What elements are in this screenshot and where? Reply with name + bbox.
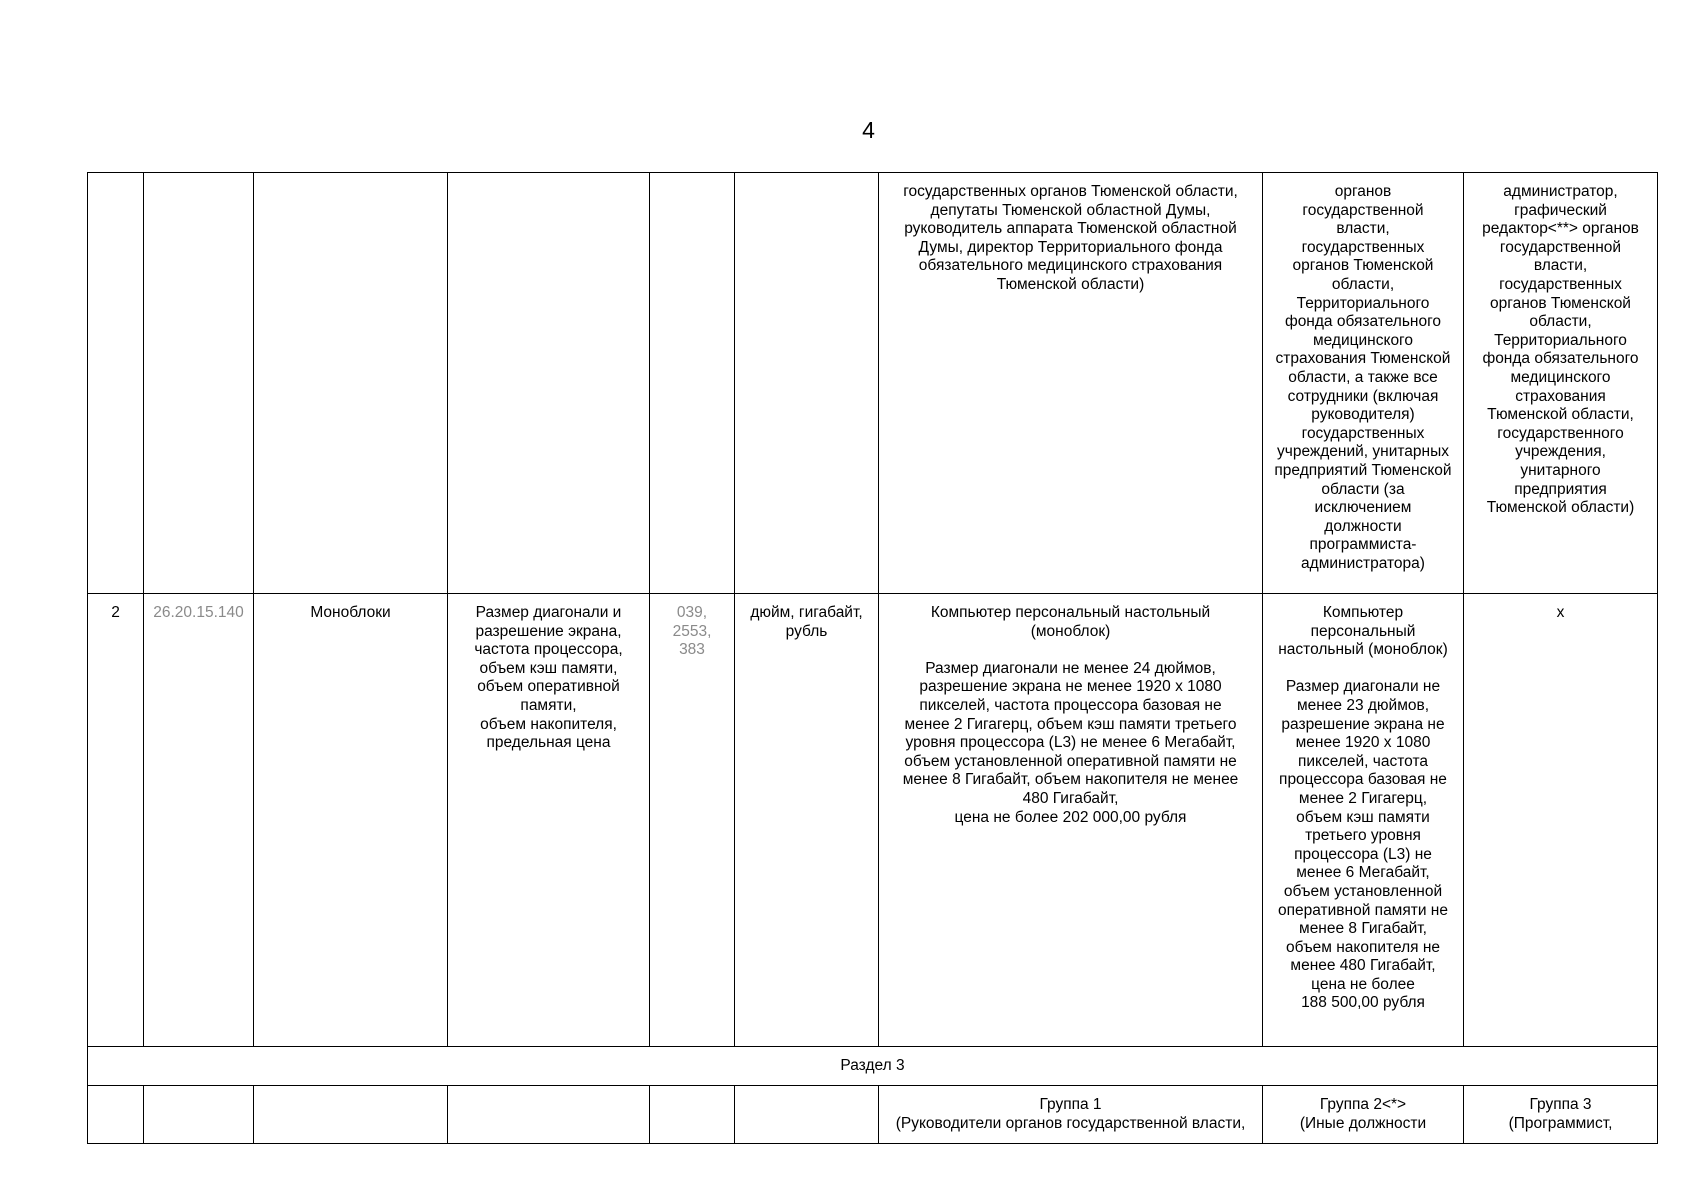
okpd-code: 26.20.15.140 — [144, 594, 254, 1047]
cell-okpd-code — [144, 173, 254, 594]
group1-requirements: Компьютер персональный настольный (моноблок) Размер диагонали не менее 24 дюймов, разрешение экрана не менее 1920 x 1080 пикселей, частота процессора базовая не менее 2 Гигагерц, объем кэш памяти третьего уровня процессора (L3) не менее 6 Мегабайт, объем установленной оперативной памяти не менее 8 Гигабайт, объем накопителя не менее 480 Гигабайт, цена не более 202 000,00 рубля — [879, 594, 1263, 1047]
group1-header: Группа 1 (Руководители органов государственной власти, — [879, 1086, 1263, 1144]
row-number: 2 — [88, 594, 144, 1047]
table-row-monoblocks — [88, 594, 1658, 1047]
okei-codes: 039, 2553, 383 — [650, 594, 735, 1047]
cell-group2-continued: органов государственной власти, государственных органов Тюменской области, Территориального фонда обязательного медицинского страхования Тюменской области, а также все сотрудники (включая руководителя) государственных учреждений, унитарных предприятий Тюменской области (за исключением должности программиста- администратора) — [1263, 173, 1464, 594]
cell-okei-code — [650, 1086, 735, 1144]
page-number: 4 — [862, 117, 875, 143]
cell-okei-code — [650, 173, 735, 594]
groups-header-row — [88, 1086, 1658, 1144]
section-row — [88, 1047, 1658, 1086]
group3-header: Группа 3 (Программист, — [1464, 1086, 1658, 1144]
cell-group1-continued: государственных органов Тюменской области, депутаты Тюменской областной Думы, руководитель аппарата Тюменской областной Думы, директор Территориального фонда обязательного медицинского страхования Тюменской области) — [879, 173, 1263, 594]
cell-okpd-code — [144, 1086, 254, 1144]
product-name: Моноблоки — [254, 594, 448, 1047]
section-title: Раздел 3 — [88, 1047, 1658, 1086]
group2-header: Группа 2<*> (Иные должности — [1263, 1086, 1464, 1144]
cell-number — [88, 1086, 144, 1144]
group3-requirements: x — [1464, 594, 1658, 1047]
continued-row — [88, 173, 1658, 594]
requirements-table — [87, 172, 1658, 1144]
cell-characteristics — [448, 1086, 650, 1144]
units: дюйм, гигабайт, рубль — [735, 594, 879, 1047]
cell-group3-continued: администратор, графический редактор<**> органов государственной власти, государственных органов Тюменской области, Территориального фонда обязательного медицинского страхования Тюменской области, государственного учреждения, унитарного предприятия Тюменской области) — [1464, 173, 1658, 594]
cell-units — [735, 173, 879, 594]
cell-name — [254, 173, 448, 594]
cell-characteristics — [448, 173, 650, 594]
characteristics: Размер диагонали и разрешение экрана, частота процессора, объем кэш памяти, объем оперативной памяти, объем накопителя, предельная цена — [448, 594, 650, 1047]
cell-name — [254, 1086, 448, 1144]
cell-number — [88, 173, 144, 594]
group2-requirements: Компьютер персональный настольный (моноблок) Размер диагонали не менее 23 дюймов, разрешение экрана не менее 1920 x 1080 пикселей, частота процессора базовая не менее 2 Гигагерц, объем кэш памяти третьего уровня процессора (L3) не менее 6 Мегабайт, объем установленной оперативной памяти не менее 8 Гигабайт, объем накопителя не менее 480 Гигабайт, цена не более 188 500,00 рубля — [1263, 594, 1464, 1047]
cell-units — [735, 1086, 879, 1144]
